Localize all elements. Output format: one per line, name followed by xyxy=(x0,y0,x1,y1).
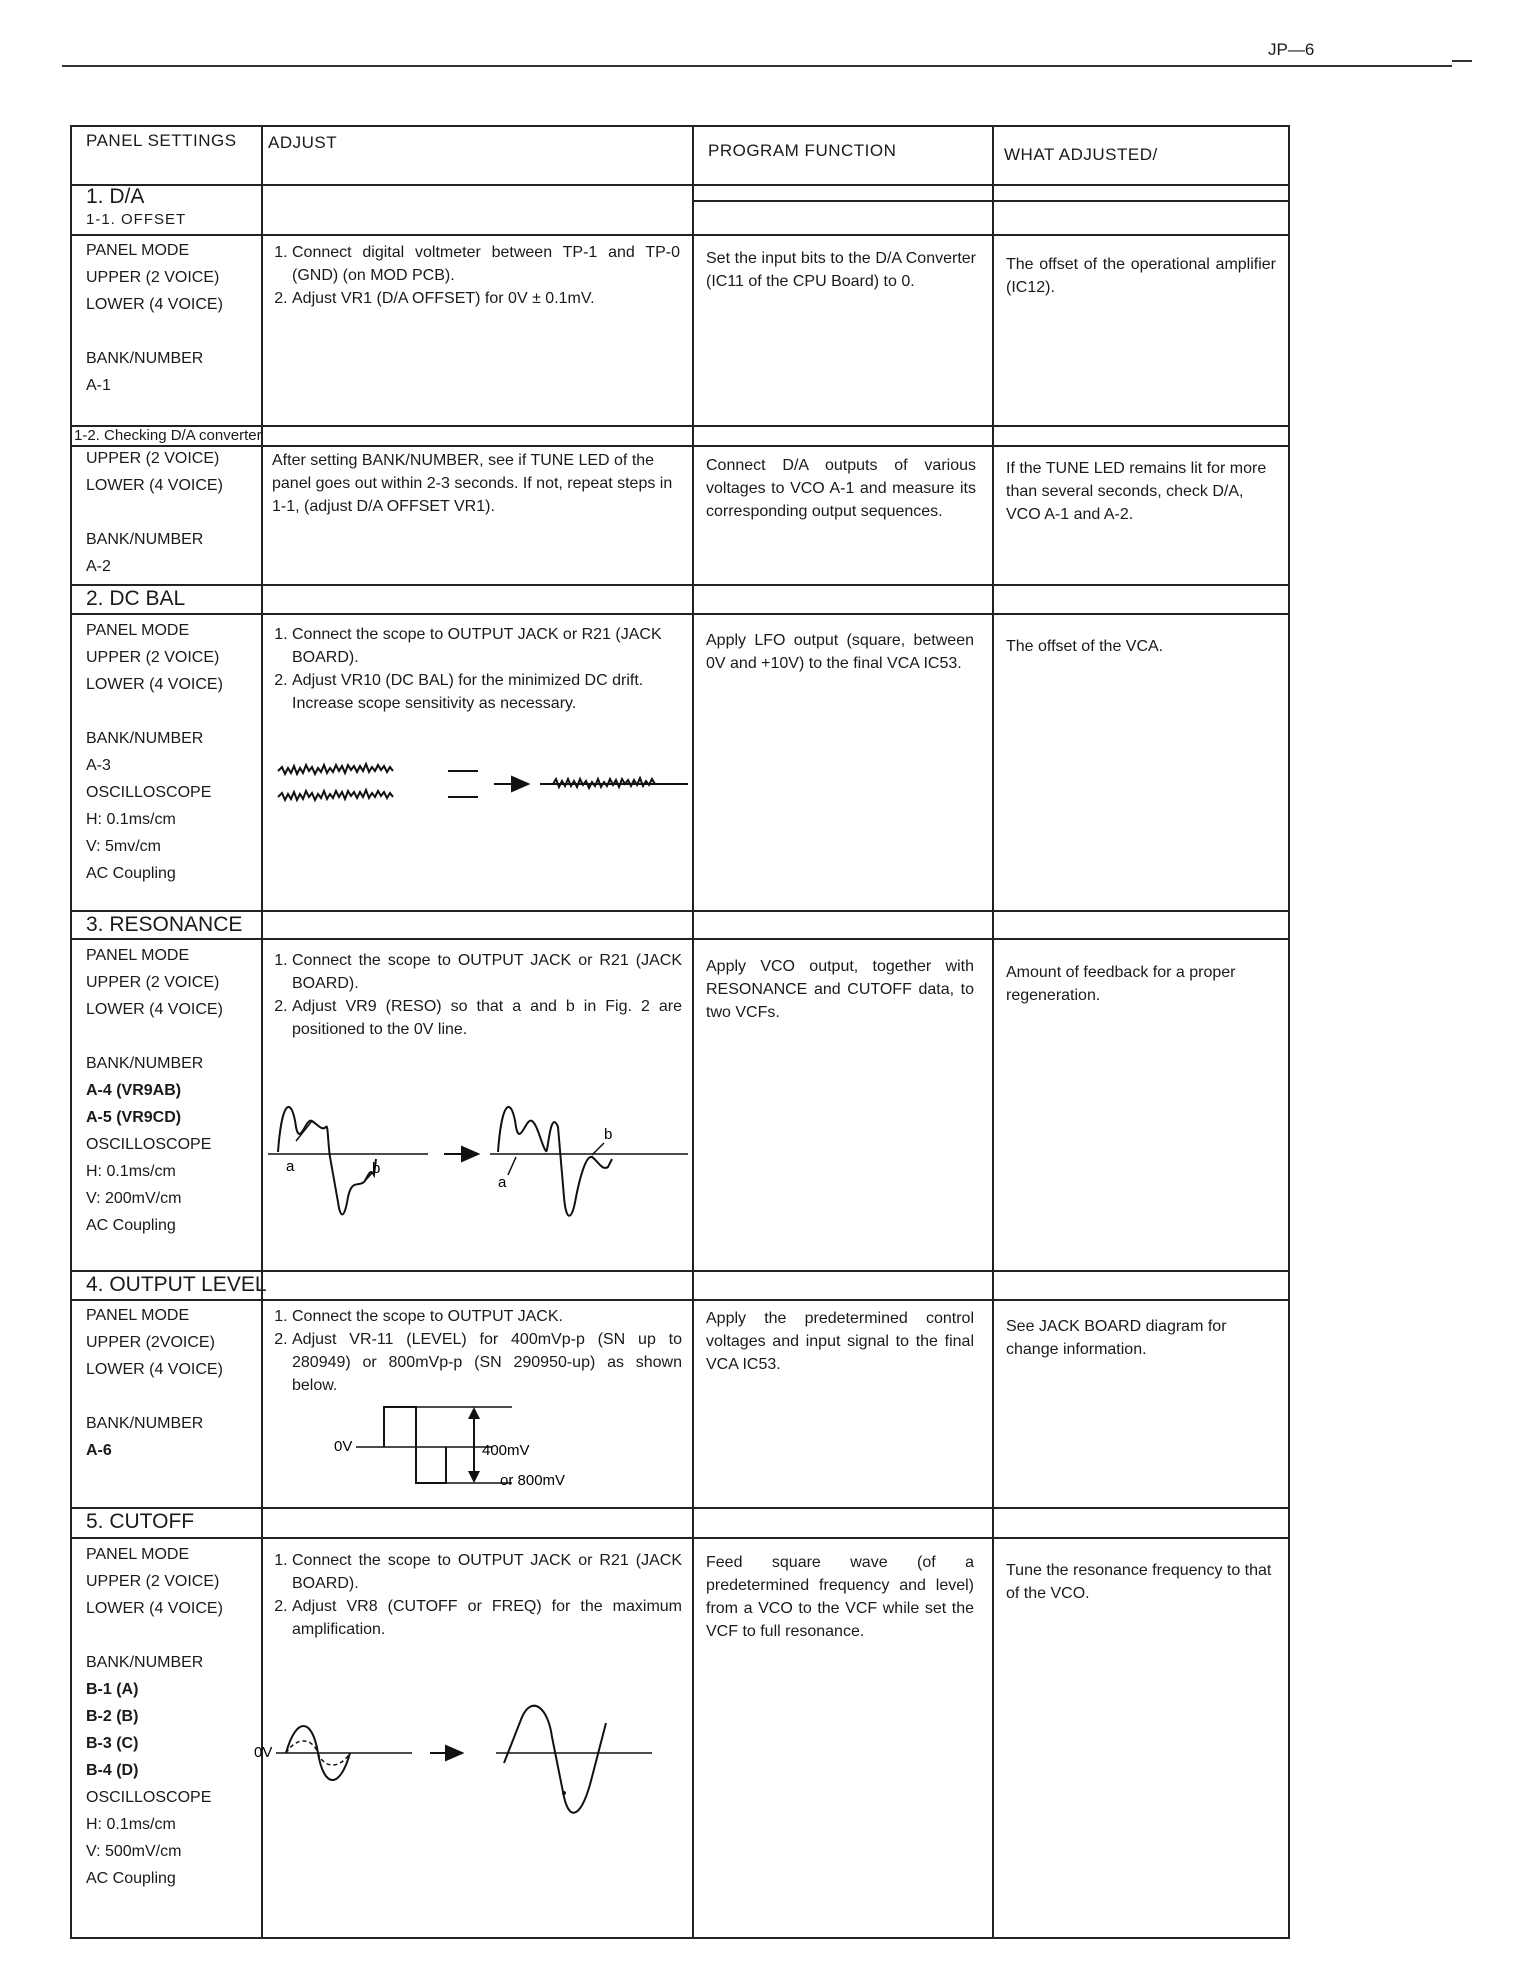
page-code: JP—6 xyxy=(1268,40,1315,59)
row-rule-header xyxy=(72,184,1290,186)
panel-line: A-3 xyxy=(86,757,111,774)
s1-adjust xyxy=(272,241,680,310)
waveform-after xyxy=(498,1107,612,1216)
s5-what-adjusted: Tune the resonance frequency to that of the VCO. xyxy=(1006,1562,1272,1602)
s2-program-function: Apply LFO output (square, between 0V and +10V) to the final VCA IC53. xyxy=(706,632,974,672)
section-5-title: 5. CUTOFF xyxy=(86,1510,195,1533)
panel-line: LOWER (4 VOICE) xyxy=(86,676,223,693)
row-rule-s1 xyxy=(692,200,1290,202)
col-header-panel-settings: PANEL SETTINGS xyxy=(86,131,237,150)
adjust-step: 2. Adjust VR-11 (LEVEL) for 400mVp-p (SN up to 280949) or 800mVp-p (SN 290950-up) as shown below. xyxy=(292,1328,682,1397)
adjust-step: 2. Adjust VR9 (RESO) so that a and b in Fig. 2 are positioned to the 0V line. xyxy=(292,995,682,1041)
col-header-adjust: ADJUST xyxy=(268,133,338,152)
s3-what-adjusted: Amount of feedback for a proper regeneration. xyxy=(1006,964,1236,1004)
panel-line: LOWER (4 VOICE) xyxy=(86,296,223,313)
panel-line: UPPER (2 VOICE) xyxy=(86,1573,220,1590)
adjust-step: 2. Adjust VR1 (D/A OFFSET) for 0V ± 0.1mV. xyxy=(292,287,680,310)
label-b-before: b xyxy=(372,1160,381,1177)
label-b-after: b xyxy=(604,1126,613,1143)
square-wave xyxy=(384,1407,446,1483)
top-rule-tail xyxy=(1452,60,1472,62)
panel-line: LOWER (4 VOICE) xyxy=(86,1600,223,1617)
panel-line: H: 0.1ms/cm xyxy=(86,1163,176,1180)
panel-line: UPPER (2 VOICE) xyxy=(86,649,220,666)
s2-adjust xyxy=(272,623,682,715)
amplitude-400mv-label: 400mV xyxy=(482,1442,530,1459)
panel-line: V: 500mV/cm xyxy=(86,1843,182,1860)
panel-line: A-1 xyxy=(86,377,111,394)
arrow-right-icon xyxy=(430,1746,462,1760)
panel-line: LOWER (4 VOICE) xyxy=(86,1361,223,1378)
row-rule-s1-2-sub xyxy=(72,445,1290,447)
s5-adjust xyxy=(272,1549,682,1641)
panel-line: AC Coupling xyxy=(86,1217,176,1234)
row-rule-s3 xyxy=(72,910,1290,912)
label-a-after: a xyxy=(498,1174,507,1191)
panel-line: B-1 (A) xyxy=(86,1681,139,1698)
panel-line xyxy=(86,499,223,526)
s1-2-panel-settings xyxy=(86,445,223,580)
row-rule-s2-sub xyxy=(72,613,1290,615)
s1-what-adjusted: The offset of the operational amplifier (IC12). xyxy=(1006,256,1276,296)
dc-drift-figure xyxy=(268,757,688,817)
panel-line: OSCILLOSCOPE xyxy=(86,784,212,801)
panel-line: UPPER (2 VOICE) xyxy=(86,974,220,991)
col-header-program-function: PROGRAM FUNCTION xyxy=(708,141,897,160)
row-rule-s3-sub xyxy=(72,938,1290,940)
top-rule xyxy=(62,65,1452,67)
s3-adjust xyxy=(272,949,682,1041)
s1-panel-settings xyxy=(86,237,223,399)
panel-line: V: 200mV/cm xyxy=(86,1190,182,1207)
panel-line: PANEL MODE xyxy=(86,622,190,639)
section-1-2-subtitle: 1-2. Checking D/A converter xyxy=(74,427,262,444)
panel-line: AC Coupling xyxy=(86,865,176,882)
panel-line: A-5 (VR9CD) xyxy=(86,1109,182,1126)
section-1-title: 1. D/A xyxy=(86,185,145,208)
adjust-step: 1. Connect the scope to OUTPUT JACK or R21 (JACK BOARD). xyxy=(292,1549,682,1595)
s2-panel-settings xyxy=(86,617,223,887)
col-header-what-adjusted: WHAT ADJUSTED/ xyxy=(1004,145,1158,164)
s3-program-function: Apply VCO output, together with RESONANCE and CUTOFF data, to two VCFs. xyxy=(706,958,974,1021)
section-4-title: 4. OUTPUT LEVEL xyxy=(86,1273,267,1296)
panel-line: BANK/NUMBER xyxy=(86,1654,204,1671)
s2-what-adjusted: The offset of the VCA. xyxy=(1006,638,1164,655)
panel-line: BANK/NUMBER xyxy=(86,531,204,548)
panel-line: UPPER (2VOICE) xyxy=(86,1334,215,1351)
s4-program-function: Apply the predetermined control voltages and input signal to the final VCA IC53. xyxy=(706,1310,974,1373)
panel-line xyxy=(86,1622,223,1649)
panel-line xyxy=(86,1023,223,1050)
adjust-step: 2. Adjust VR10 (DC BAL) for the minimized DC drift. xyxy=(292,669,682,692)
panel-line: UPPER (2 VOICE) xyxy=(86,450,220,467)
panel-line: PANEL MODE xyxy=(86,242,190,259)
row-rule-s4 xyxy=(72,1270,1290,1272)
panel-line: LOWER (4 VOICE) xyxy=(86,477,223,494)
section-2-title: 2. DC BAL xyxy=(86,587,186,610)
row-rule-s4-sub xyxy=(72,1299,1290,1301)
panel-line: BANK/NUMBER xyxy=(86,1055,204,1072)
panel-line: OSCILLOSCOPE xyxy=(86,1789,212,1806)
s5-panel-settings xyxy=(86,1541,223,1892)
panel-line: OSCILLOSCOPE xyxy=(86,1136,212,1153)
panel-line: PANEL MODE xyxy=(86,1307,190,1324)
resonance-waveform-figure xyxy=(268,1097,688,1247)
panel-line: A-4 (VR9AB) xyxy=(86,1082,182,1099)
panel-line: BANK/NUMBER xyxy=(86,350,204,367)
col-divider-2 xyxy=(692,127,694,1939)
s1-2-adjust: After setting BANK/NUMBER, see if TUNE LED of the panel goes out within 2-3 seconds. If not, repeat steps in 1-1, (adjust D/A OFFSET VR1). xyxy=(272,452,673,515)
noisy-trace-lower xyxy=(278,790,393,800)
section-3-title: 3. RESONANCE xyxy=(86,913,243,936)
label-a-before: a xyxy=(286,1158,295,1175)
col-divider-3 xyxy=(992,127,994,1939)
adjustment-table xyxy=(70,125,1290,1939)
panel-line: A-2 xyxy=(86,558,111,575)
s4-adjust xyxy=(272,1305,682,1397)
arrow-right-icon xyxy=(444,1147,478,1161)
row-rule-s5-sub xyxy=(72,1537,1290,1539)
panel-line: B-2 (B) xyxy=(86,1708,139,1725)
panel-line xyxy=(86,698,223,725)
s1-program-function: Set the input bits to the D/A Converter (IC11 of the CPU Board) to 0. xyxy=(706,250,976,290)
panel-line: A-6 xyxy=(86,1442,112,1459)
panel-line: UPPER (2 VOICE) xyxy=(86,269,220,286)
row-rule-s2 xyxy=(72,584,1290,586)
adjust-note: Increase scope sensitivity as necessary. xyxy=(292,695,577,712)
adjust-step: 1. Connect the scope to OUTPUT JACK or R21 (JACK BOARD). xyxy=(292,949,682,995)
s4-what-adjusted: See JACK BOARD diagram for change information. xyxy=(1006,1318,1227,1358)
panel-line: H: 0.1ms/cm xyxy=(86,1816,176,1833)
section-1-1-subtitle: 1-1. OFFSET xyxy=(86,211,187,228)
s5-program-function: Feed square wave (of a predetermined frequency and level) from a VCO to the VCF while set the VCF to full resonance. xyxy=(706,1554,974,1640)
panel-line: AC Coupling xyxy=(86,1870,176,1887)
row-rule-s1-sub xyxy=(72,234,1290,236)
adjust-step: 1. Connect the scope to OUTPUT JACK. xyxy=(292,1305,682,1328)
panel-line: PANEL MODE xyxy=(86,947,190,964)
panel-line: LOWER (4 VOICE) xyxy=(86,1001,223,1018)
noisy-trace-upper xyxy=(278,764,393,774)
adjust-step: 2. Adjust VR8 (CUTOFF or FREQ) for the maximum amplification. xyxy=(292,1595,682,1641)
adjust-step: 1. Connect the scope to OUTPUT JACK or R21 (JACK BOARD). xyxy=(292,623,682,669)
panel-line: H: 0.1ms/cm xyxy=(86,811,176,828)
panel-line: BANK/NUMBER xyxy=(86,730,204,747)
col-divider-1 xyxy=(261,127,263,1939)
ov-label: 0V xyxy=(254,1744,273,1761)
amplitude-800mv-label: or 800mV xyxy=(500,1472,566,1489)
arrow-right-icon xyxy=(494,777,528,791)
panel-line xyxy=(86,1383,223,1410)
panel-line: B-4 (D) xyxy=(86,1762,139,1779)
panel-line xyxy=(86,318,223,345)
sine-after xyxy=(504,1706,606,1813)
panel-line: BANK/NUMBER xyxy=(86,1415,204,1432)
s1-2-what-adjusted: If the TUNE LED remains lit for more than several seconds, check D/A, VCO A-1 and A-2. xyxy=(1006,460,1267,523)
cutoff-waveform-figure xyxy=(252,1697,692,1827)
s4-panel-settings xyxy=(86,1302,223,1464)
output-level-figure xyxy=(332,1405,632,1495)
panel-line: PANEL MODE xyxy=(86,1546,190,1563)
panel-line: V: 5mv/cm xyxy=(86,838,161,855)
s3-panel-settings xyxy=(86,942,223,1239)
row-rule-s5 xyxy=(72,1507,1290,1509)
adjust-step: 1. Connect digital voltmeter between TP-1 and TP-0 (GND) (on MOD PCB). xyxy=(292,241,680,287)
ov-label: 0V xyxy=(334,1438,353,1455)
panel-line: B-3 (C) xyxy=(86,1735,139,1752)
s1-2-program-function: Connect D/A outputs of various voltages to VCO A-1 and measure its corresponding output sequences. xyxy=(706,457,976,520)
